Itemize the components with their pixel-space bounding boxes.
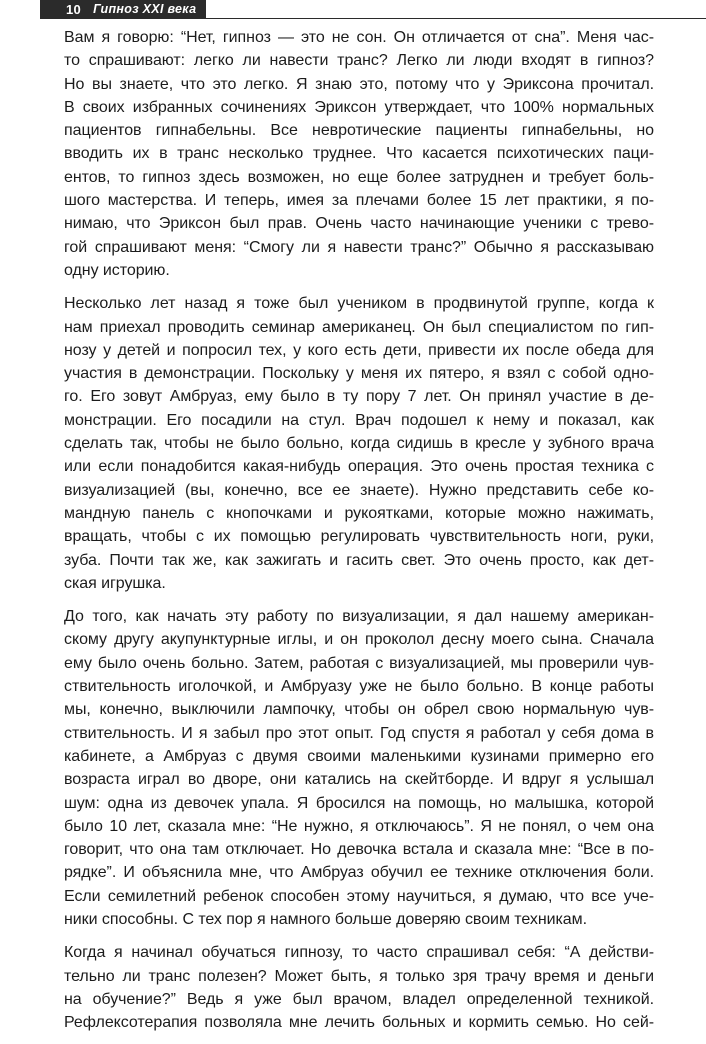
text-line: возраста играл во дворе, они катались на скейтборде. И вдруг я услышал <box>64 771 654 789</box>
text-line: ствительность иголочкой, и Амбруазу уже не было больно. В конце работы <box>64 678 654 696</box>
text-line: Когда я начинал обучаться гипнозу, то часто спрашивал себя: “А действи- <box>64 944 654 962</box>
text-line: зуба. Почти так же, как зажигать и гасить свет. Это очень просто, как дет- <box>64 551 654 569</box>
text-line: Но вы знаете, что это легко. Я знаю это, потому что у Эриксона прочитал. <box>64 75 654 93</box>
text-line: вводить их в транс несколько труднее. Что касается психотических паци- <box>64 145 654 163</box>
text-line: участия в демонстрации. Поскольку у меня их пятеро, я взял с собой одно- <box>64 365 654 383</box>
page-body <box>64 26 654 1044</box>
text-line: сделать так, чтобы не было больно, когда сидишь в кресле у зубного врача <box>64 435 654 453</box>
text-line: визуализацией (вы, конечно, все ее знаете). Нужно представить себе ко- <box>64 481 654 499</box>
text-line: шум: одна из девочек упала. Я бросился на помощь, но малышка, которой <box>64 794 654 812</box>
text-line: мандную панель с кнопочками и рукоятками, которые можно нажимать, <box>64 504 654 522</box>
text-line: До того, как начать эту работу по визуализации, я дал нашему американ- <box>64 608 654 626</box>
text-line: рядке”. И объяснила мне, что Амбруаз обучил ее технике отключения боли. <box>64 864 654 882</box>
paragraph-3 <box>64 605 654 931</box>
text-line: В своих избранных сочинениях Эриксон утверждает, что 100% нормальных <box>64 98 654 116</box>
text-line: ствительность. И я забыл про этот опыт. Год спустя я работал у себя дома в <box>64 724 654 742</box>
running-head <box>0 0 706 22</box>
paragraph-1 <box>64 26 654 282</box>
header-rule <box>40 18 706 19</box>
paragraph-2 <box>64 292 654 595</box>
text-line: было 10 лет, сказала мне: “Не нужно, я отключаюсь”. Я не понял, о чем она <box>64 817 654 835</box>
header-bar <box>40 0 206 18</box>
text-line: Несколько лет назад я тоже был учеником в продвинутой группе, когда к <box>64 295 654 313</box>
text-line: одну историю. <box>64 261 170 279</box>
text-line: ская игрушка. <box>64 574 166 592</box>
text-line: на обучение?” Ведь я уже был врачом, владел определенной техникой. <box>64 990 654 1008</box>
book-title: Гипноз XXI века <box>93 2 197 16</box>
text-line: ему было очень больно. Затем, работая с визуализацией, мы проверили чув- <box>64 654 654 672</box>
text-line: ентов, то гипноз здесь возможен, но еще более затруднен и требует боль- <box>64 168 654 186</box>
text-line: ники способны. С тех пор я намного больше доверяю своим техникам. <box>64 910 588 928</box>
text-line: пациентов гипнабельны. Все невротические пациенты гипнабельны, но <box>64 122 654 140</box>
page-number: 10 <box>66 1 82 17</box>
text-line: мы, конечно, выключили лампочку, чтобы он обрел свою нормальную чув- <box>64 701 654 719</box>
text-line: говорит, что она там отключает. Но девочка встала и сказала мне: “Все в по- <box>64 841 654 859</box>
text-line: Рефлексотерапия позволяла мне лечить больных и кормить семью. Но сей- <box>64 1014 654 1032</box>
paragraph-4 <box>64 941 654 1034</box>
text-line: нимаю, что Эриксон был прав. Очень часто начинающие ученики с трево- <box>64 215 654 233</box>
text-line: шого мастерства. И теперь, имея за плечами более 15 лет практики, я по- <box>64 192 654 210</box>
text-line: монстрации. Его посадили на стул. Врач подошел к нему и показал, как <box>64 411 654 429</box>
text-line: то спрашивают: легко ли навести транс? Легко ли люди входят в гипноз? <box>64 52 654 70</box>
text-line: нозу у детей и попросил тех, у кого есть дети, привести их после обеда для <box>64 341 654 359</box>
text-line: скому другу акупунктурные иглы, и он проколол десну моего сына. Сначала <box>64 631 654 649</box>
text-line: тельно ли транс полезен? Может быть, я только зря трачу время и деньги <box>64 967 654 985</box>
text-line: Если семилетний ребенок способен этому научиться, я думаю, что все уче- <box>64 887 654 905</box>
text-line: нам приехал проводить семинар американец. Он был специалистом по гип- <box>64 318 654 336</box>
text-line: или если понадобится какая-нибудь операция. Это очень простая техника с <box>64 458 654 476</box>
text-line: вращать, чтобы с их помощью регулировать чувствительность ноги, руки, <box>64 528 654 546</box>
text-line: Вам я говорю: “Нет, гипноз — это не сон. Он отличается от сна”. Меня час- <box>64 29 654 46</box>
text-line: гой спрашивают меня: “Смогу ли я навести транс?” Обычно я рассказываю <box>64 238 654 256</box>
text-line: го. Его зовут Амбруаз, ему было в ту пору 7 лет. Он принял участие в де- <box>64 388 654 406</box>
text-line: кабинете, а Амбруаз с двумя своими маленькими кузинами примерно его <box>64 747 654 765</box>
